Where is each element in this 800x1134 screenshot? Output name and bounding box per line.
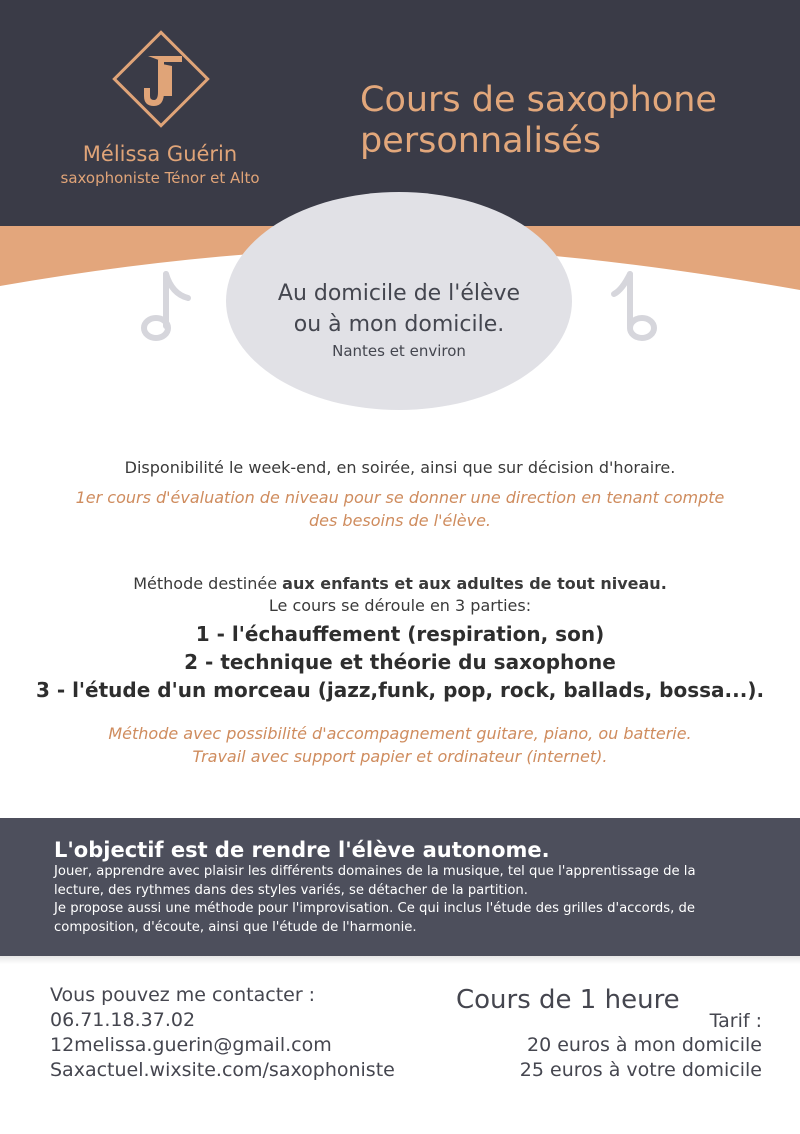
price-teacher-home: 20 euros à mon domicile <box>527 1034 762 1056</box>
evaluation-text-line1: 1er cours d'évaluation de niveau pour se donner une direction en tenant compte <box>75 488 725 507</box>
contact-phone: 06.71.18.37.02 <box>50 1009 196 1031</box>
contact-intro: Vous pouvez me contacter : <box>50 984 316 1006</box>
teacher-name: Mélissa Guérin <box>82 142 238 166</box>
contact-email: 12melissa.guerin@gmail.com <box>50 1034 332 1056</box>
location-area: Nantes et environ <box>332 342 466 360</box>
goal-text-line1: Jouer, apprendre avec plaisir les différents domaines de la musique, tel que l'apprentissage de la <box>54 864 696 879</box>
goal-text-line2: lecture, des rythmes dans des styles variés, se détacher de la partition. <box>54 882 528 898</box>
accompaniment-text-line1: Méthode avec possibilité d'accompagnement guitare, piano, ou batterie. <box>108 724 692 743</box>
price-label: Tarif : <box>709 1010 762 1032</box>
availability-text: Disponibilité le week-end, en soirée, ainsi que sur décision d'horaire. <box>124 458 676 477</box>
music-note-right-icon <box>604 268 664 348</box>
music-note-left-icon <box>136 268 196 348</box>
contact-website: Saxactuel.wixsite.com/saxophoniste <box>50 1059 395 1081</box>
goal-text-line3: Je propose aussi une méthode pour l'improvisation. Ce qui inclus l'étude des grilles d'accords, de <box>54 901 696 916</box>
teacher-subtitle: saxophoniste Ténor et Alto <box>60 169 260 187</box>
method-audience-bold: aux enfants et aux adultes de tout niveau. <box>282 574 667 593</box>
page-title-line1: Cours de saxophone <box>360 80 717 120</box>
course-step-2: 2 - technique et théorie du saxophone <box>184 650 616 674</box>
price-student-home: 25 euros à votre domicile <box>519 1059 762 1081</box>
course-length: Cours de 1 heure <box>456 985 680 1015</box>
course-step-1: 1 - l'échauffement (respiration, son) <box>195 622 605 646</box>
method-prefix: Méthode destinée <box>133 574 283 593</box>
course-step-3: 3 - l'étude d'un morceau (jazz,funk, pop, rock, ballads, bossa...). <box>35 678 765 702</box>
saxophone-logo-icon <box>104 22 218 136</box>
goal-section-shadow <box>0 956 800 964</box>
location-line1: Au domicile de l'élève <box>277 281 521 306</box>
method-audience <box>0 574 800 593</box>
accompaniment-text-line2: Travail avec support papier et ordinateur (internet). <box>192 747 608 766</box>
page-title-line2: personnalisés <box>360 121 602 161</box>
goal-text-line4: composition, d'écoute, ainsi que l'étude de l'harmonie. <box>54 919 417 935</box>
course-parts-intro: Le cours se déroule en 3 parties: <box>268 596 532 615</box>
page-title <box>360 80 780 162</box>
goal-title: L'objectif est de rendre l'élève autonome. <box>54 838 550 862</box>
location-line2: ou à mon domicile. <box>293 312 505 337</box>
evaluation-text-line2: des besoins de l'élève. <box>308 511 491 530</box>
